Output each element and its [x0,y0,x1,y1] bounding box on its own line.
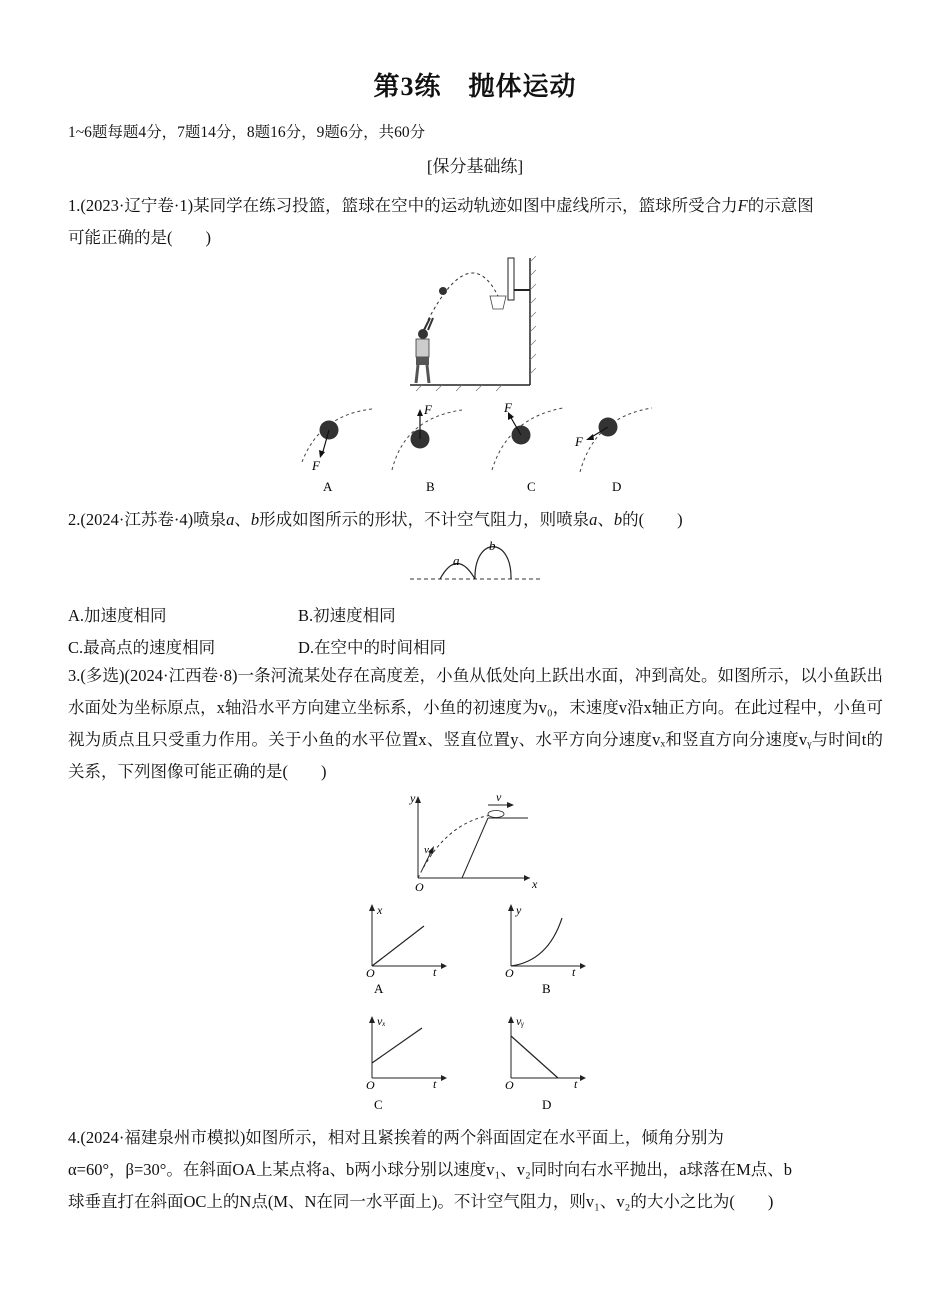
q2-option-d: D.在空中的时间相同 [298,638,447,657]
scoring-note: 1~6题每题4分，7题14分，8题16分，9题6分，共60分 [68,124,426,141]
q3-graph-a [366,903,447,996]
q3-main-figure [409,790,538,894]
q3-main-origin: O [415,880,424,894]
q1-b-label: B [426,479,435,494]
q1-a-label: A [323,479,333,494]
graph-a-xlabel: t [433,965,437,979]
graph-a-label: A [374,981,384,996]
q1-c-label: C [527,479,536,494]
graph-b-xlabel: t [572,965,576,979]
graph-b-origin: O [505,966,514,980]
q3-main-v: v [496,790,502,804]
q2-text-c: 的( ) [622,510,683,529]
q2-fig-label-a: a [453,553,460,568]
q2-var-a-2: a [589,510,598,529]
q1-d-force-label: F [575,434,583,449]
q1-var-f: F [737,196,748,215]
q2-option-a: A.加速度相同 [68,606,167,625]
q1-option-c-figure [492,400,563,494]
graph-c-curve [372,1028,422,1063]
q2-var-b-2: b [613,510,623,529]
graph-b-ylabel: y [516,903,522,917]
q3-main-v0: v₀ [424,844,433,856]
graph-a-curve [372,926,424,966]
q4-line3: 球垂直打在斜面OC上的N点(M、N在同一水平面上)。不计空气阻力，则v₁、v₂的大小之比为( ) [68,1192,774,1211]
q1-text-b: 的示意图 [747,196,814,215]
q1-d-label: D [612,479,622,494]
q2-option-c: C.最高点的速度相同 [68,638,216,657]
q1-c-force-label: F [504,400,512,415]
q3-graph-c [366,1014,447,1112]
q1-text-a: 1.(2023·辽宁卷·1)某同学在练习投篮，篮球在空中的运动轨迹如图中虚线所示，篮球所受合力 [68,196,738,215]
q2-text-a: 2.(2024·江苏卷·4)喷泉 [68,510,227,529]
graph-d-label: D [542,1097,552,1112]
q3-stem: 3.(多选)(2024·江西卷·8)一条河流某处存在高度差，小鱼从低处向上跃出水面，冲到高处。如图所示，以小鱼跃出水面处为坐标原点，x轴沿水平方向建立坐标系，小鱼的初速度为v₀，末速度v沿x轴正方向。在此过程中，小鱼可视为质点且只受重力作用。关于小鱼的水平位置x、竖直位置y、水平方向分速度vₓ和竖直方向分速度vᵧ与时间t的关系，下列图像可能正确的是( ) [68,666,883,781]
graph-d-origin: O [505,1078,514,1092]
graph-b-label: B [542,981,551,996]
q4-line2: α=60°，β=30°。在斜面OA上某点将a、b两小球分别以速度v₁、v₂同时向右水平抛出，a球落在M点、b [68,1160,793,1179]
q1-basketball-figure [410,256,536,391]
graph-c-ylabel: vₓ [377,1014,386,1028]
q2-var-b: b [250,510,260,529]
q2-stem [68,506,683,530]
q1-line2: 可能正确的是( ) [68,228,211,247]
q2-text-b: 形成如图所示的形状，不计空气阻力，则喷泉 [259,510,590,529]
q2-sep-2: 、 [597,510,614,529]
q1-option-b-figure [392,402,462,494]
graph-a-origin: O [366,966,375,980]
page-title: 第3练 抛体运动 [373,72,577,101]
q1-b-force-label: F [424,402,432,417]
graph-d-ylabel: vᵧ [516,1014,525,1028]
q2-option-b: B.初速度相同 [298,606,396,625]
q1-option-d-figure [574,408,652,494]
graph-b-curve [511,918,562,966]
player-figure [416,318,433,383]
graph-c-xlabel: t [433,1077,437,1091]
q3-main-x: x [532,877,538,891]
q1-option-a-figure [302,409,372,494]
q3-main-y: y [410,791,416,805]
graph-d-curve [511,1036,558,1078]
q2-sep: 、 [234,510,251,529]
q2-fountain-figure [410,538,540,579]
graph-d-xlabel: t [574,1077,578,1091]
q2-var-a: a [226,510,235,529]
q3-graph-d [505,1014,586,1112]
section-heading: [保分基础练] [426,157,524,176]
q3-graph-b [505,903,586,996]
graph-a-ylabel: x [377,903,383,917]
graph-c-label: C [374,1097,383,1112]
q4-line1: 4.(2024·福建泉州市模拟)如图所示，相对且紧挨着的两个斜面固定在水平面上，倾角分别为 [68,1128,724,1147]
q2-fig-label-b: b [489,538,496,553]
q1-a-force-label: F [312,458,320,473]
graph-c-origin: O [366,1078,375,1092]
